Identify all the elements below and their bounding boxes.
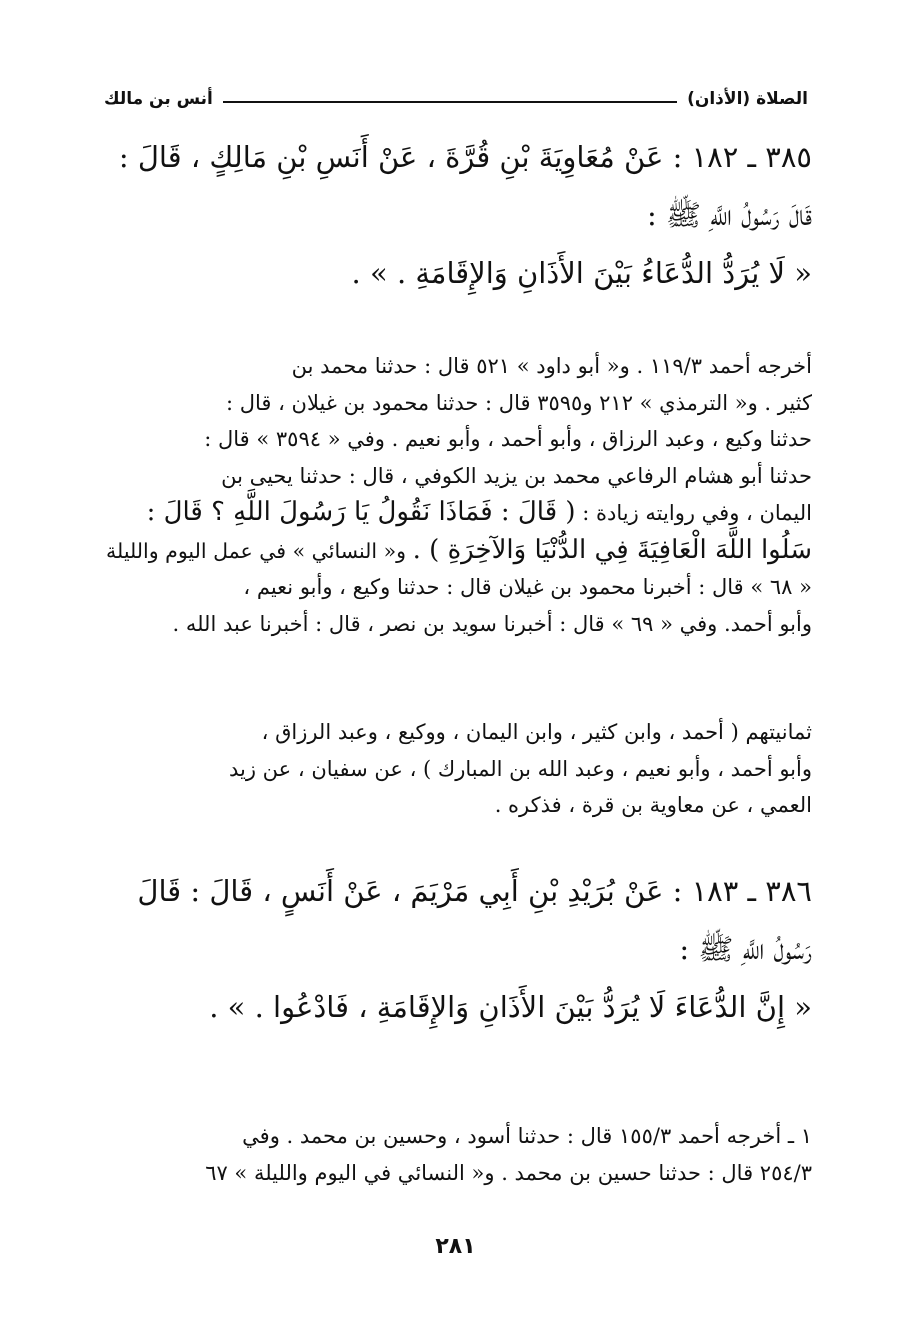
header-section-title: الصلاة (الأذان) (687, 89, 808, 109)
takhrij-386-line-2: ٢٥٤/٣ قال : حدثنا حسين بن محمد . و« النسائي في اليوم والليلة » ٦٧ (205, 1160, 812, 1185)
hadith-386-line-1: ٣٨٦ ـ ١٨٣ : عَنْ بُرَيْدِ بْنِ أَبِي مَرْيَمَ ، عَنْ أَنَسٍ ، قَالَ : قَالَ (137, 874, 812, 908)
hadith-386-line-3: « إِنَّ الدُّعَاءَ لَا يُرَدُّ بَيْنَ الأَذَانِ وَالإِقَامَةِ ، فَادْعُوا . » . (209, 990, 812, 1024)
summary-385-line-1: ثمانيتهم ( أحمد ، وابن كثير ، وابن اليمان ، ووكيع ، وعبد الرزاق ، (261, 720, 812, 744)
takhrij-385-added-quote-2: سَلُوا اللَّهَ الْعَافِيَةَ فِي الدُّنْيَا وَالآخِرَةِ ) . (412, 534, 812, 565)
isnad-summary-385 (104, 714, 812, 824)
hadith-386 (104, 862, 812, 1036)
page-number: ٢٨١ (435, 1234, 476, 1259)
hadith-385-line-2: قَالَ رَسُولُ اللَّهِ ﷺ : (647, 198, 812, 232)
takhrij-385-line-3: حدثنا وكيع ، وعبد الرزاق ، وأبو أحمد ، وأبو نعيم . وفي « ٣٥٩٤ » قال : (204, 427, 812, 451)
takhrij-385-added-quote-1: ( قَالَ : فَمَاذَا نَقُولُ يَا رَسُولَ اللَّهِ ؟ قَالَ : (146, 497, 576, 527)
takhrij-386-line-1: ١ ـ أخرجه أحمد ١٥٥/٣ قال : حدثنا أسود ، وحسين بن محمد . وفي (242, 1124, 812, 1148)
hadith-385-line-3: « لَا يُرَدُّ الدُّعَاءُ بَيْنَ الأَذَانِ وَالإِقَامَةِ . » . (351, 256, 812, 290)
takhrij-385-line-4: حدثنا أبو هشام الرفاعي محمد بن يزيد الكوفي ، قال : حدثنا يحيى بن (221, 463, 812, 488)
takhrij-385-line-2: كثير . و« الترمذي » ٢١٢ و٣٥٩٥ قال : حدثنا محمود بن غيلان ، قال : (225, 390, 812, 415)
header-narrator-title: أنس بن مالك (104, 89, 213, 109)
takhrij-385-line-6-text: و« النسائي » في عمل اليوم والليلة (106, 538, 407, 563)
takhrij-386 (104, 1118, 812, 1191)
hadith-386-line-2: رَسُولُ اللَّهِ ﷺ : (679, 932, 812, 966)
hadith-385 (104, 128, 812, 302)
takhrij-385-line-5 (104, 494, 812, 532)
takhrij-385-line-5-text: اليمان ، وفي روايته زيادة : (582, 501, 812, 525)
takhrij-385-line-1: أخرجه أحمد ١١٩/٣ . و« أبو داود » ٥٢١ قال : حدثنا محمد بن (291, 354, 812, 378)
running-header (104, 84, 808, 114)
summary-385-line-2: وأبو أحمد ، وأبو نعيم ، وعبد الله بن المبارك ) ، عن سفيان ، عن زيد (229, 756, 812, 781)
hadith-385-line-1: ٣٨٥ ـ ١٨٢ : عَنْ مُعَاوِيَةَ بْنِ قُرَّةَ ، عَنْ أَنَسِ بْنِ مَالِكٍ ، قَالَ : (118, 140, 812, 174)
takhrij-385-line-7: « ٦٨ » قال : أخبرنا محمود بن غيلان قال : حدثنا وكيع ، وأبو نعيم ، (243, 575, 812, 599)
takhrij-385-line-6 (104, 532, 812, 570)
takhrij-385 (104, 348, 812, 642)
summary-385-line-3: العمي ، عن معاوية بن قرة ، فذكره . (494, 793, 812, 817)
header-rule (223, 101, 677, 103)
takhrij-385-line-8: وأبو أحمد. وفي « ٦٩ » قال : أخبرنا سويد بن نصر ، قال : أخبرنا عبد الله . (172, 611, 812, 636)
